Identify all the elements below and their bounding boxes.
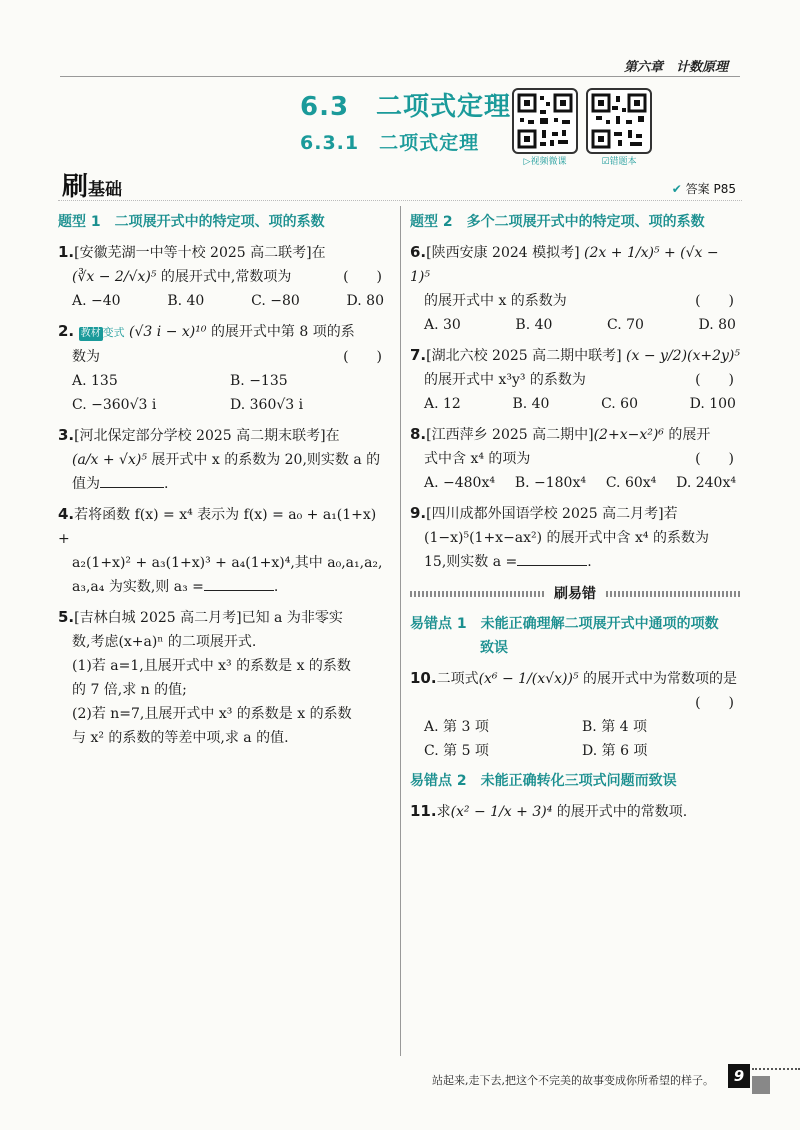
section-heading-1: 题型 1 二项展开式中的特定项、项的系数 bbox=[58, 214, 325, 230]
math-expression: (2+x−x²)⁶ bbox=[593, 427, 664, 443]
option-d: D. 80 bbox=[346, 293, 384, 309]
question-number: 3. bbox=[58, 426, 75, 444]
answer-paren: ( ) bbox=[695, 372, 734, 388]
corner-decoration bbox=[752, 1076, 770, 1094]
question-text: 的展开式中 x 的系数为 bbox=[424, 293, 567, 309]
option-a: A. −480x⁴ bbox=[424, 475, 495, 491]
qr-code-icon[interactable] bbox=[512, 88, 578, 154]
question-9 bbox=[410, 501, 740, 574]
option-c: C. 60 bbox=[601, 396, 638, 412]
question-number: 1. bbox=[58, 243, 75, 261]
question-8 bbox=[410, 422, 740, 495]
question-text: (1)若 a=1,且展开式中 x³ 的系数是 x 的系数 bbox=[72, 658, 351, 674]
error-text: 致误 bbox=[480, 640, 508, 656]
option-b: B. 40 bbox=[515, 317, 553, 333]
option-a: A. 135 bbox=[72, 373, 118, 389]
error-prone-banner bbox=[410, 582, 740, 606]
error-point-1 bbox=[410, 612, 740, 660]
footer-dots bbox=[752, 1068, 800, 1070]
answer-paren: ( ) bbox=[695, 293, 734, 309]
option-c: C. 第 5 项 bbox=[424, 743, 489, 759]
question-text: 若将函数 f(x) = x⁴ 表示为 f(x) = a₀ + a₁(1+x) + bbox=[58, 507, 377, 547]
question-11 bbox=[410, 799, 740, 824]
variant-tag: 变式 bbox=[102, 326, 125, 339]
question-number: 4. bbox=[58, 505, 75, 523]
qr-errorbook[interactable] bbox=[586, 88, 652, 167]
punctuation: . bbox=[273, 579, 279, 595]
question-text: 的展开式中的常数项. bbox=[556, 804, 688, 820]
subsection-title: 6.3.1 二项式定理 bbox=[300, 132, 480, 154]
question-text: 的展开式中第 8 项的系 bbox=[210, 324, 355, 340]
question-text: (2)若 n=7,且展开式中 x³ 的系数是 x 的系数 bbox=[72, 706, 352, 722]
question-text: 展开式中 x 的系数为 20,则实数 a 的 bbox=[151, 452, 381, 468]
question-2 bbox=[58, 319, 388, 417]
question-number: 6. bbox=[410, 243, 427, 261]
answer-blank[interactable] bbox=[100, 487, 164, 488]
basics-badge bbox=[62, 166, 122, 203]
banner-label: 刷易错 bbox=[554, 586, 596, 602]
question-number: 7. bbox=[410, 346, 427, 364]
answer-paren: ( ) bbox=[343, 349, 382, 365]
right-column bbox=[410, 210, 740, 824]
question-text: 二项式 bbox=[436, 671, 479, 687]
question-text: a₂(1+x)² + a₃(1+x)³ + a₄(1+x)⁴,其中 a₀,a₁,a₂, bbox=[72, 555, 383, 571]
section-heading-2: 题型 2 多个二项展开式中的特定项、项的系数 bbox=[410, 214, 705, 230]
question-text: 数为 bbox=[72, 349, 100, 365]
option-b: B. −180x⁴ bbox=[514, 475, 586, 491]
question-text: 与 x² 的系数的等差中项,求 a 的值. bbox=[72, 730, 289, 746]
question-text: 的 7 倍,求 n 的值; bbox=[72, 682, 187, 698]
question-number: 10. bbox=[410, 669, 437, 687]
question-source: [安徽芜湖一中等十校 2025 高二联考]在 bbox=[74, 245, 326, 261]
math-expression: (∛x − 2/√x)⁵ bbox=[72, 269, 157, 285]
option-d: D. 第 6 项 bbox=[582, 743, 648, 759]
section-title: 6.3 二项式定理 bbox=[300, 92, 512, 122]
math-expression: (x² − 1/x + 3)⁴ bbox=[450, 804, 553, 820]
question-text: a₃,a₄ 为实数,则 a₃ = bbox=[72, 579, 204, 595]
option-a: A. 第 3 项 bbox=[424, 719, 489, 735]
question-7 bbox=[410, 343, 740, 416]
option-b: B. 40 bbox=[167, 293, 205, 309]
math-expression: (2x + 1/x)⁵ + (√x − 1)⁵ bbox=[410, 245, 719, 285]
answer-page: 答案 P85 bbox=[685, 182, 736, 196]
error-text: 未能正确理解二项展开式中通项的项数 bbox=[480, 616, 719, 632]
option-b: B. 40 bbox=[512, 396, 550, 412]
question-text: 的展开式中为常数项的是 bbox=[582, 671, 737, 687]
question-text: [吉林白城 2025 高二月考]已知 a 为非零实 bbox=[74, 610, 343, 626]
math-expression: (a/x + √x)⁵ bbox=[72, 452, 147, 468]
question-number: 2. bbox=[58, 322, 75, 340]
qr-video-label: ▷视频微课 bbox=[523, 157, 567, 167]
math-expression: (x − y/2)(x+2y)⁵ bbox=[626, 348, 741, 364]
option-c: C. 70 bbox=[607, 317, 644, 333]
error-text: 未能正确转化三项式问题而致误 bbox=[480, 773, 677, 789]
divider bbox=[58, 200, 742, 201]
banner-bar-right bbox=[606, 591, 740, 597]
question-text: 式中含 x⁴ 的项为 bbox=[424, 451, 531, 467]
question-number: 8. bbox=[410, 425, 427, 443]
question-number: 11. bbox=[410, 802, 437, 820]
answer-blank[interactable] bbox=[204, 590, 274, 591]
option-a: A. 12 bbox=[424, 396, 461, 412]
question-text: 的展开 bbox=[668, 427, 711, 443]
question-number: 9. bbox=[410, 504, 427, 522]
question-source: [江西萍乡 2025 高二期中] bbox=[426, 427, 594, 443]
question-source: [湖北六校 2025 高二期中联考] bbox=[426, 348, 622, 364]
option-d: D. 80 bbox=[698, 317, 736, 333]
error-label: 易错点 1 bbox=[410, 616, 467, 632]
answer-paren: ( ) bbox=[343, 269, 382, 285]
option-a: A. 30 bbox=[424, 317, 461, 333]
badge-small: 基础 bbox=[88, 180, 123, 200]
option-c: C. 60x⁴ bbox=[605, 475, 657, 491]
option-b: B. 第 4 项 bbox=[582, 719, 647, 735]
error-label: 易错点 2 bbox=[410, 773, 467, 789]
chapter-header: 第六章 计数原理 bbox=[623, 60, 728, 75]
qr-code-icon[interactable] bbox=[586, 88, 652, 154]
question-source: [陕西安康 2024 模拟考] bbox=[426, 245, 580, 261]
question-text: [四川成都外国语学校 2025 高二月考]若 bbox=[426, 506, 678, 522]
footer-motto: 站起来,走下去,把这个不完美的故事变成你所希望的样子。 bbox=[432, 1074, 714, 1087]
question-source: [河北保定部分学校 2025 高二期末联考]在 bbox=[74, 428, 340, 444]
check-icon: ✔ bbox=[671, 182, 682, 196]
question-text: 的展开式中,常数项为 bbox=[160, 269, 292, 285]
punctuation: . bbox=[587, 554, 592, 570]
badge-big: 刷 bbox=[62, 172, 89, 202]
option-a: A. −40 bbox=[72, 293, 121, 309]
option-c: C. −360√3 i bbox=[72, 397, 157, 413]
question-text: 数,考虑(x+a)ⁿ 的二项展开式. bbox=[72, 634, 257, 650]
answer-reference bbox=[672, 180, 736, 197]
math-expression: (√3 i − x)¹⁰ bbox=[129, 324, 207, 340]
question-3 bbox=[58, 423, 388, 496]
question-text: 的展开式中 x³y³ 的系数为 bbox=[424, 372, 586, 388]
punctuation: . bbox=[164, 476, 169, 492]
option-d: D. 100 bbox=[689, 396, 736, 412]
banner-bar-left bbox=[410, 591, 544, 597]
math-expression: (x⁶ − 1/(x√x))⁵ bbox=[478, 671, 579, 687]
answer-paren: ( ) bbox=[695, 695, 734, 711]
question-5 bbox=[58, 605, 388, 750]
option-c: C. −80 bbox=[251, 293, 300, 309]
answer-blank[interactable] bbox=[517, 565, 587, 566]
qr-video[interactable] bbox=[512, 88, 578, 167]
qr-errorbook-label: ☑错题本 bbox=[601, 157, 637, 167]
page-number: 9 bbox=[728, 1064, 750, 1088]
question-text: 15,则实数 a = bbox=[424, 554, 518, 570]
question-6 bbox=[410, 240, 740, 337]
textbook-tag: 教材 bbox=[80, 328, 101, 339]
error-point-2 bbox=[410, 769, 740, 793]
question-1 bbox=[58, 240, 388, 313]
question-text: 值为 bbox=[72, 476, 100, 492]
option-d: D. 240x⁴ bbox=[676, 475, 736, 491]
answer-paren: ( ) bbox=[695, 451, 734, 467]
question-text: 求 bbox=[436, 804, 451, 820]
left-column bbox=[58, 210, 388, 750]
question-4 bbox=[58, 502, 388, 599]
header-divider bbox=[60, 76, 740, 77]
column-divider bbox=[400, 206, 401, 1056]
option-d: D. 360√3 i bbox=[230, 397, 304, 413]
option-b: B. −135 bbox=[230, 373, 288, 389]
question-text: (1−x)⁵(1+x−ax²) 的展开式中含 x⁴ 的系数为 bbox=[424, 530, 709, 546]
question-10 bbox=[410, 666, 740, 763]
question-number: 5. bbox=[58, 608, 75, 626]
